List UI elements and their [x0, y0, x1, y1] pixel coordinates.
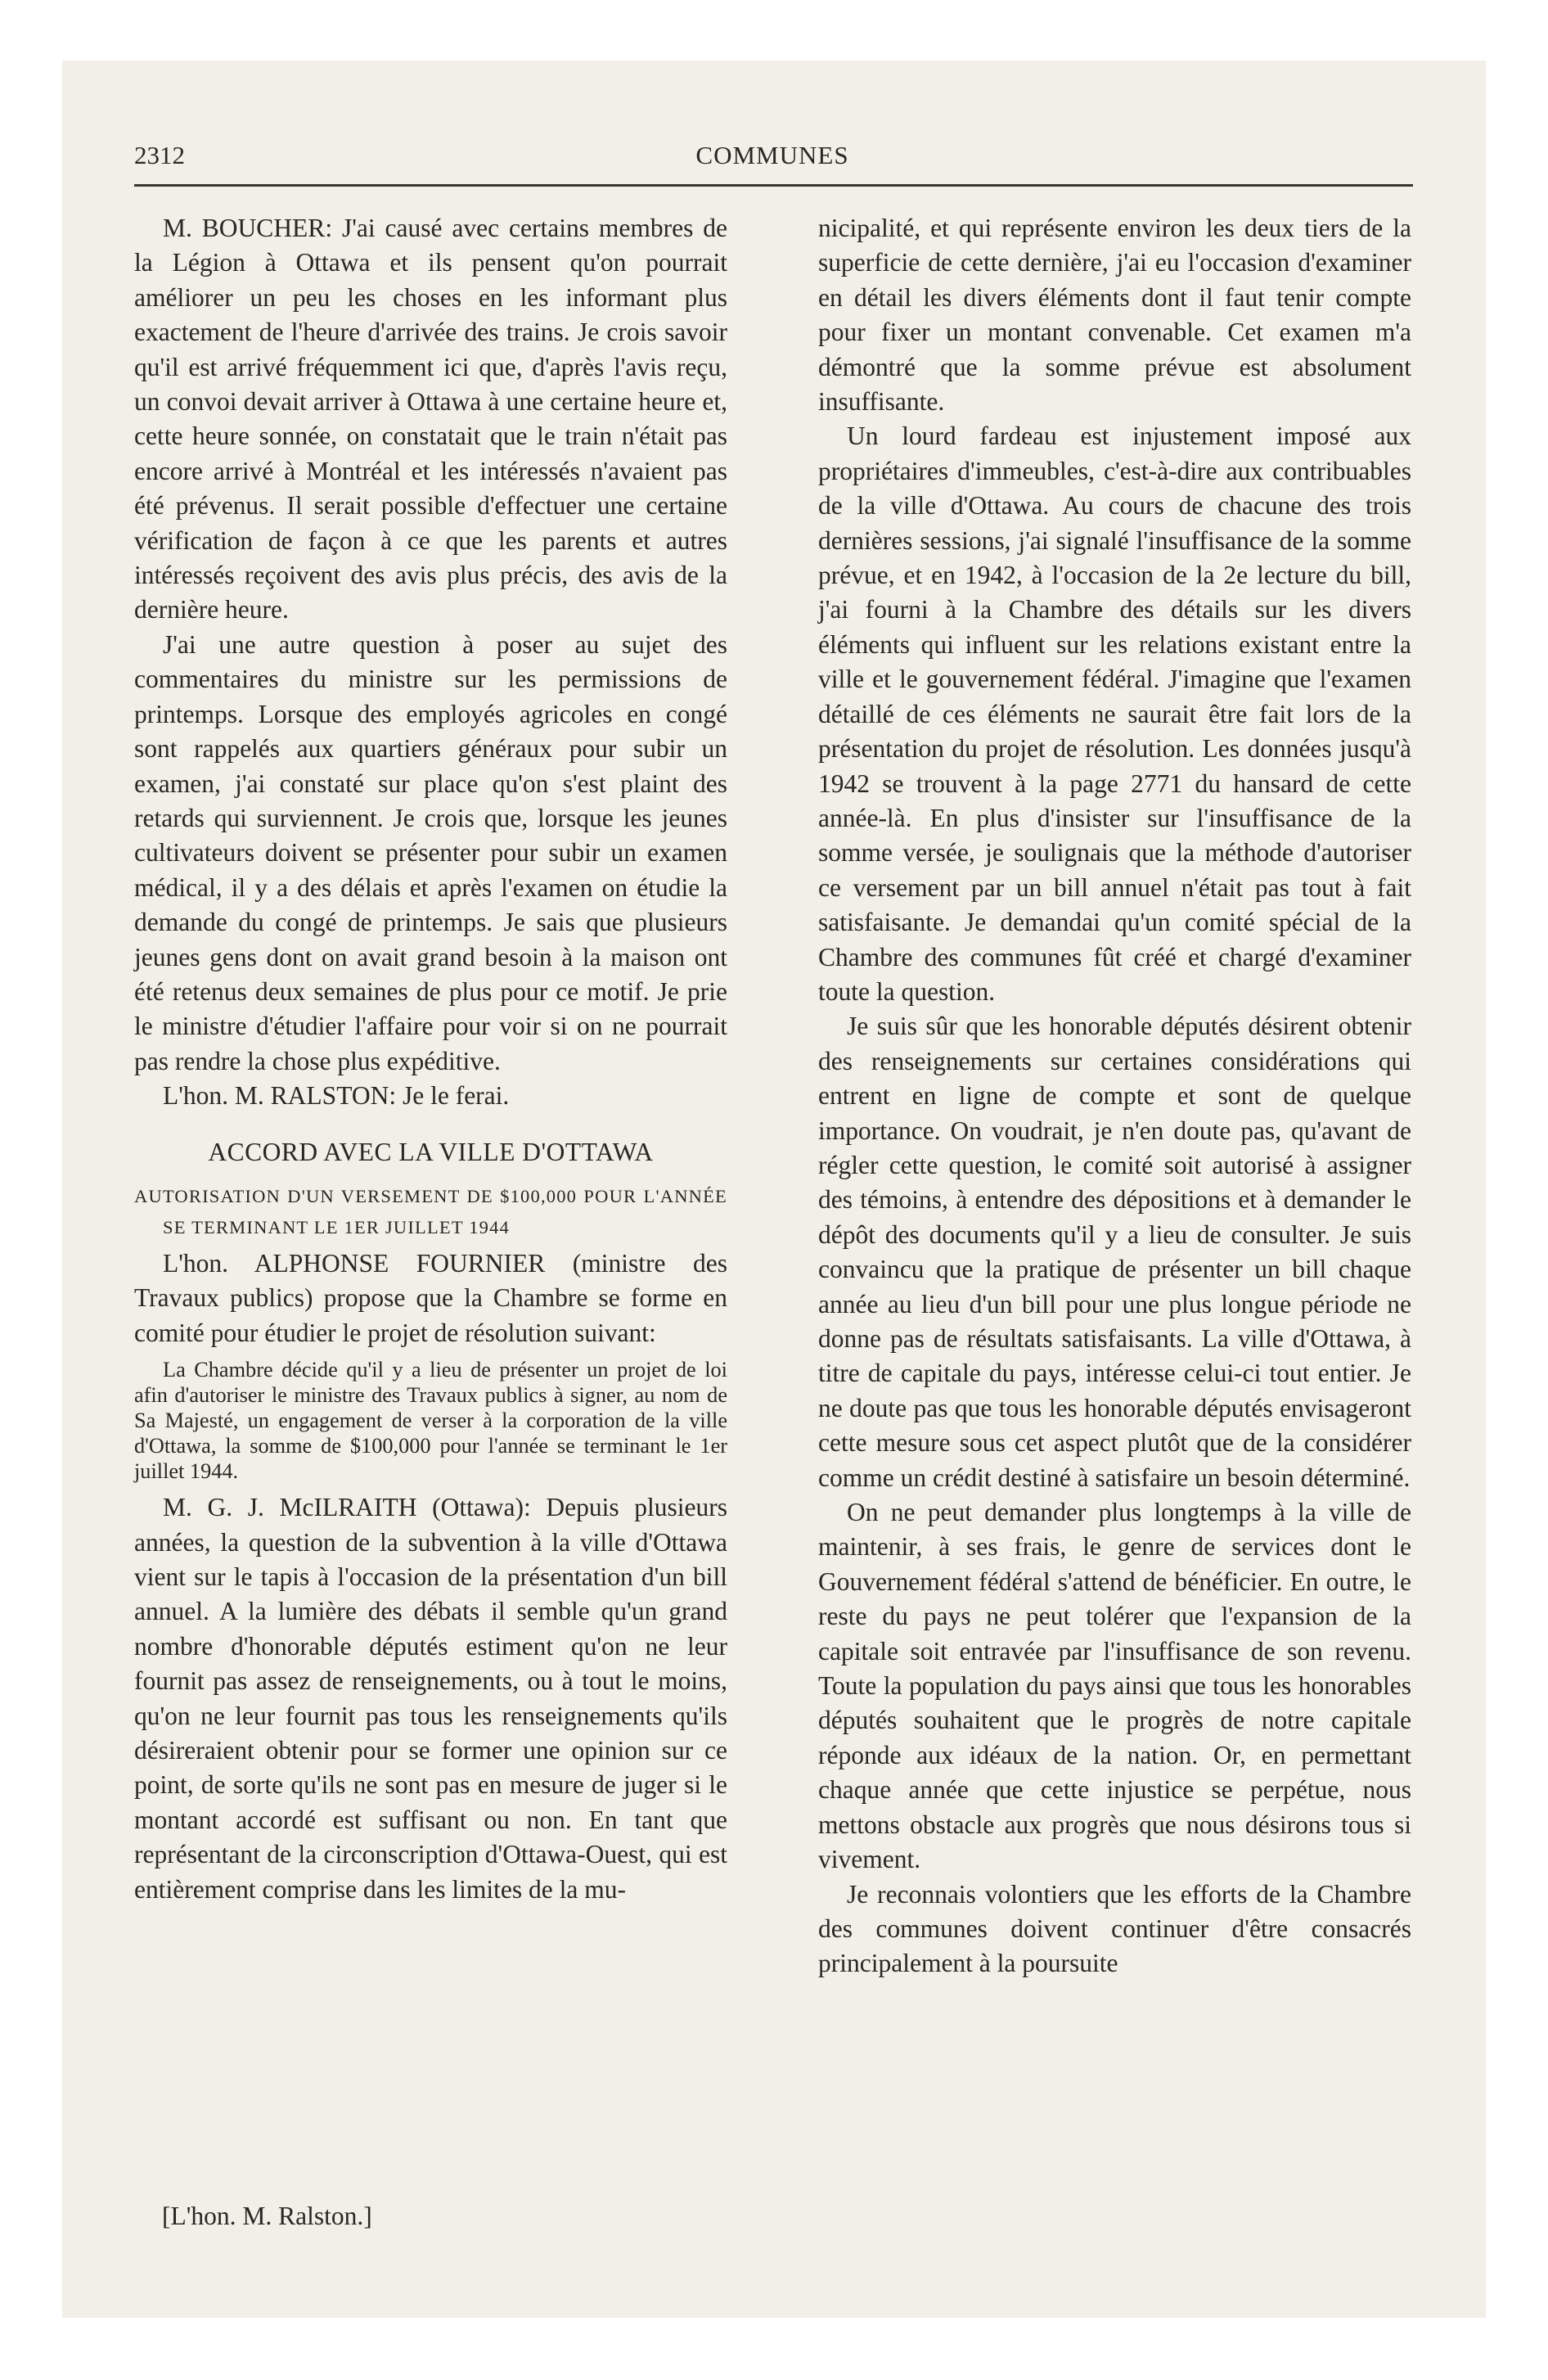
paragraph-capital: On ne peut demander plus longtemps à la ville de maintenir, à ses frais, le genre de services dont le Gouvernement fédéral s'attend de bénéficier. En outre, le reste du pays ne peut tolérer que l'expansion de la capitale soit entravée par l'insuffisance de son revenu. Toute la population du pays ainsi que tous les honorables députés souhaitent que le progrès de notre capitale réponde aux idéaux de la nation. Or, en permettant chaque année que cette injustice se perpétue, nous mettons obstacle aux progrès que nous désirons tous si vivement.: [818, 1498, 1411, 1874]
resolution-text: La Chambre décide qu'il y a lieu de présenter un projet de loi afin d'autoriser le ministre des Travaux publics à signer, au nom de Sa Majesté, un engagement de verser à la corporation de la ville d'Ottawa, la somme de $100,000 pour l'année se terminant le 1er juillet 1944.: [134, 1358, 727, 1484]
paragraph-boucher: M. BOUCHER: J'ai causé avec certains membres de la Légion à Ottawa et ils pensent qu'on pourrait améliorer un peu les choses en les informant plus exactement de l'heure d'arrivée des trains. Je crois savoir qu'il est arrivé fréquemment ici que, d'après l'avis reçu, un convoi devait arriver à Ottawa à une certaine heure et, cette heure sonnée, on constatait que le train n'était pas encore arrivé à Montréal et les intéressés n'avaient pas été prévenus. Il serait possible d'effectuer une certaine vérification de façon à ce que les parents et autres intéressés reçoivent des avis plus précis, des avis de la dernière heure.: [134, 214, 727, 624]
section-heading: ACCORD AVEC LA VILLE D'OTTAWA: [208, 1137, 654, 1166]
paragraph-fournier-motion: L'hon. ALPHONSE FOURNIER (ministre des Travaux publics) propose que la Chambre se forme en comité pour étudier le projet de résolution suivant:: [134, 1248, 727, 1347]
speaker-reference: [L'hon. M. Ralston.]: [162, 2202, 372, 2230]
paragraph-boucher-question: J'ai une autre question à poser au sujet des commentaires du ministre sur les permissions de printemps. Lorsque des employés agricoles en congé sont rappelés aux quartiers généraux pour subir un examen, j'ai constaté sur place qu'on s'est plaint des retards qui surviennent. Je crois que, lorsque les jeunes cultivateurs doivent se présenter pour subir un examen médical, il y a des délais et après l'examen on étudie la demande du congé de printemps. Je sais que plusieurs jeunes gens dont on avait grand besoin à la maison ont été retenus deux semaines de plus pour ce motif. Je prie le ministre d'étudier l'affaire pour voir si on ne pourrait pas rendre la chose plus expéditive.: [134, 629, 727, 1075]
left-column: [134, 211, 727, 1907]
page-number: 2312: [134, 141, 185, 169]
running-head: COMMUNES: [695, 141, 849, 169]
right-column: [818, 211, 1411, 1981]
header-rule: [134, 184, 1413, 187]
paragraph-efforts: Je reconnais volontiers que les efforts de la Chambre des communes doivent continuer d'être consacrés principalement à la poursuite: [818, 1879, 1411, 1978]
paragraph-ralston-reply: L'hon. M. RALSTON: Je le ferai.: [163, 1081, 510, 1111]
paragraph-burden: Un lourd fardeau est injustement imposé aux propriétaires d'immeubles, c'est-à-dire aux contribuables de la ville d'Ottawa. Au cours de chacune des trois dernières sessions, j'ai signalé l'insuffisance de la somme prévue, et en 1942, à l'occasion de la 2e lecture du bill, j'ai fourni à la Chambre des détails sur les divers éléments qui influent sur les relations existant entre la ville et le gouvernement fédéral. J'imagine que l'examen détaillé de ces éléments ne saurait être fait lors de la présentation du projet de résolution. Les données jusqu'à 1942 se trouvent à la page 2771 du hansard de cette année-là. En plus d'insister sur l'insuffisance de la somme versée, je soulignais que la méthode d'autoriser ce versement par un bill annuel n'était pas tout à fait satisfaisante. Je demandai qu'un comité spécial de la Chambre des communes fût créé et chargé d'examiner toute la question.: [818, 421, 1411, 1006]
paragraph-mcilraith: M. G. J. McILRAITH (Ottawa): Depuis plusieurs années, la question de la subvention à la ville d'Ottawa vient sur le tapis à l'occasion de la présentation d'un bill annuel. A la lumière des débats il semble qu'un grand nombre d'honorable députés estiment qu'on ne leur fournit pas assez de renseignements, ou à tout le moins, qu'on ne leur fournit pas tous les renseignements qu'ils désireraient obtenir pour se former une opinion sur ce point, de sorte qu'ils ne sont pas en mesure de juger si le montant accordé est suffisant ou non. En tant que représentant de la circonscription d'Ottawa-Ouest, qui est entièrement comprise dans les limites de la mu-: [134, 1493, 727, 1904]
paragraph-continued: nicipalité, et qui représente environ les deux tiers de la superficie de cette dernière, j'ai eu l'occasion d'examiner en détail les divers éléments dont il faut tenir compte pour fixer un montant convenable. Cet examen m'a démontré que la somme prévue est absolument insuffisante.: [818, 214, 1411, 417]
paragraph-committee: Je suis sûr que les honorable députés désirent obtenir des renseignements sur certaines considérations qui entrent en ligne de compte et sont de quelque importance. On voudrait, je n'en doute pas, qu'avant de régler cette question, le comité soit autorisé à assigner des témoins, à entendre des dépositions et à demander le dépôt des documents qu'il y a lieu de consulter. Je suis convaincu que la pratique de présenter un bill chaque année au lieu d'un bill pour une plus longue période ne donne pas de résultats satisfaisants. La ville d'Ottawa, à titre de capitale du pays, intéresse celui-ci tout entier. Je ne doute pas que tous les honorable députés envisageront cette mesure sous cet aspect plutôt que de la considérer comme un crédit destiné à satisfaire un besoin déterminé.: [818, 1012, 1411, 1492]
section-subheading: AUTORISATION D'UN VERSEMENT DE $100,000 POUR L'ANNÉE SE TERMINANT LE 1ER JUILLET 1944: [134, 1185, 727, 1237]
page-header: [134, 141, 1411, 182]
